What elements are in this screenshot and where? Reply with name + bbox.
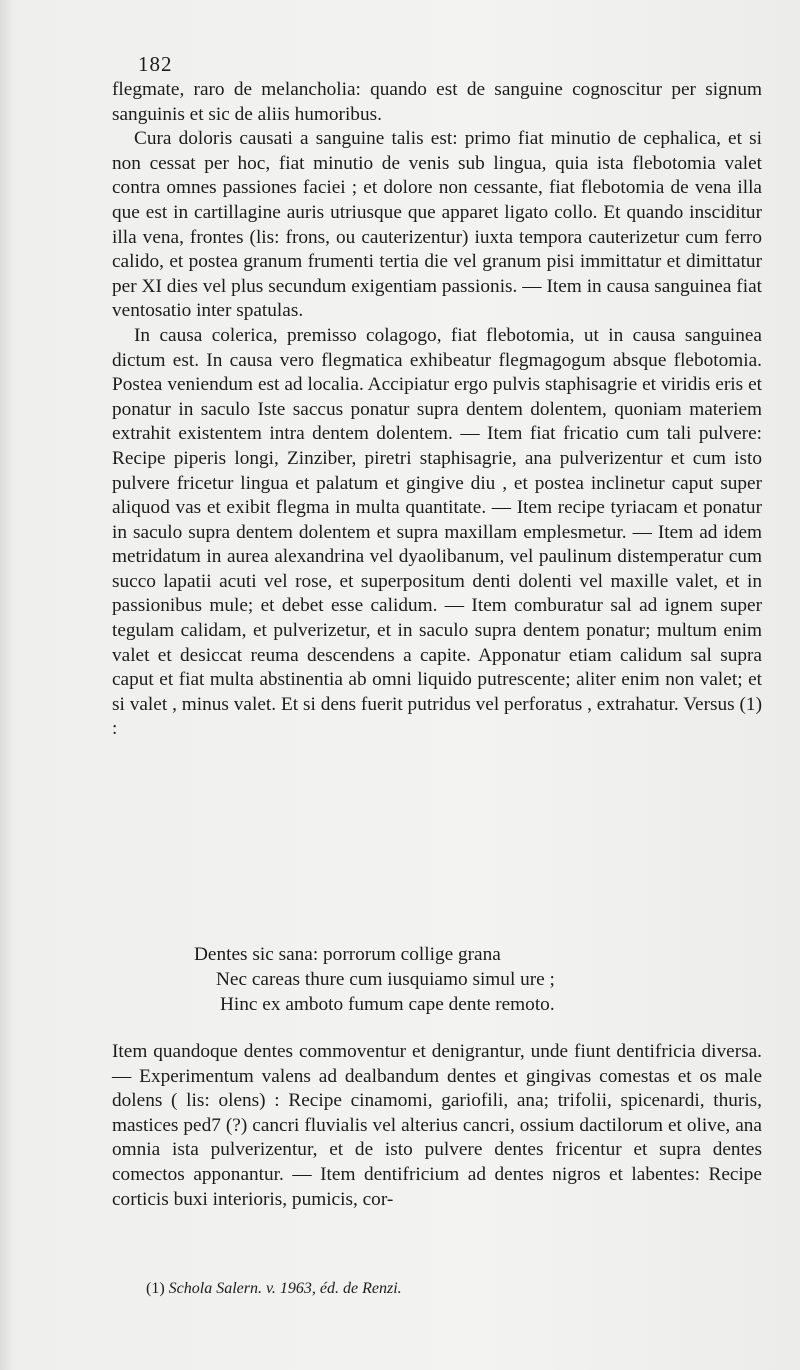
- footnote-marker: (1): [146, 1280, 165, 1297]
- paragraph-after-verse: Item quandoque dentes commoventur et denigrantur, unde fiunt dentifricia diversa. — Experimentum valens ad dealbandum dentes et gingivas comestas et os male dolens ( lis: olens) : Recipe cinamomi, gariofili, ana; trifolii, spicenardi, thuris, mastices ped7 (?) cancri fluvialis vel alterius cancri, ossium dactilorum et olive, ana omnia ista pulverizentur, et de isto pulvere dentes fricentur et supra dentes comectos apponantur. — Item dentifricium ad dentes nigros et labentes: Recipe corticis buxi interioris, pumicis, cor-: [112, 1041, 762, 1210]
- paragraph-3: In causa colerica, premisso colagogo, fiat flebotomia, ut in causa sanguinea dictum est. In causa vero flegmatica exhibeatur flegmagogum absque flebotomia. Postea veniendum est ad localia. Accipiatur ergo pulvis staphisagrie et viridis eris et ponatur in saculo Iste saccus ponatur supra dentem dolentem, quoniam materiem extrahit existentem intra dentem dolentem. — Item fiat fricatio cum tali pulvere: Recipe piperis longi, Zinziber, piretri staphisagrie, ana pulverizentur et cum isto pulvere fricetur lingua et palatum et gingive diu , et postea inclinetur caput super aliquod vas et exibit flegma in multa quantitate. — Item recipe tyriacam et ponatur in saculo supra dentem dolentem et supra maxillam emplesmetur. — Item ad idem metridatum in aurea alexandrina vel dyaolibanum, vel paulinum distemperatur cum succo lapatii acuti vel rose, et superpositum denti dolenti vel maxille valet, et in passionibus mule; et debet esse calidum. — Item comburatur sal ad ignem super tegulam calidam, et pulverizetur, et in saculo supra dentem ponatur; multum enim valet et desiccat reuma descendens a capite. Apponatur etiam calidum sal supra caput et fiat multa abstinentia ab omni liquido putrescente; aliter enim non valet; et si valet , minus valet. Et si dens fuerit putridus vel perforatus , extrahatur. Versus (1) :: [112, 324, 762, 740]
- verse-line-3: Hinc ex amboto fumum cape dente remoto.: [220, 994, 555, 1015]
- paragraph-1: flegmate, raro de melancholia: quando est de sanguine cognoscitur per signum sanguinis et sic de aliis humoribus.: [112, 79, 762, 125]
- paragraph-2: Cura doloris causati a sanguine talis est: primo fiat minutio de cephalica, et si non cessat per hoc, fiat minutio de venis sub lingua, quia ista flebotomia valet contra omnes passiones faciei ; et dolore non cessante, fiat flebotomia de vena illa que est in cartillagine auris utriusque que apparet ligato collo. Et quando insciditur illa vena, frontes (lis: frons, ou cauterizentur) iuxta tempora cauterizetur cum ferro calido, et postea granum frumenti tertia die vel granum pisi immittatur et dimittatur per XI dies vel plus secundum exigentiam passionis. — Item in causa sanguinea fiat ventosatio inter spatulas.: [112, 128, 762, 322]
- page-number: 182: [138, 52, 173, 76]
- verse-line-2: Nec careas thure cum iusquiamo simul ure ;: [216, 969, 555, 990]
- verse-block: [112, 942, 762, 1017]
- main-text: [112, 78, 762, 742]
- verse-line-1: Dentes sic sana: porrorum collige grana: [194, 944, 501, 965]
- footnote: [146, 1280, 746, 1298]
- footnote-text: Schola Salern. v. 1963, éd. de Renzi.: [168, 1280, 402, 1297]
